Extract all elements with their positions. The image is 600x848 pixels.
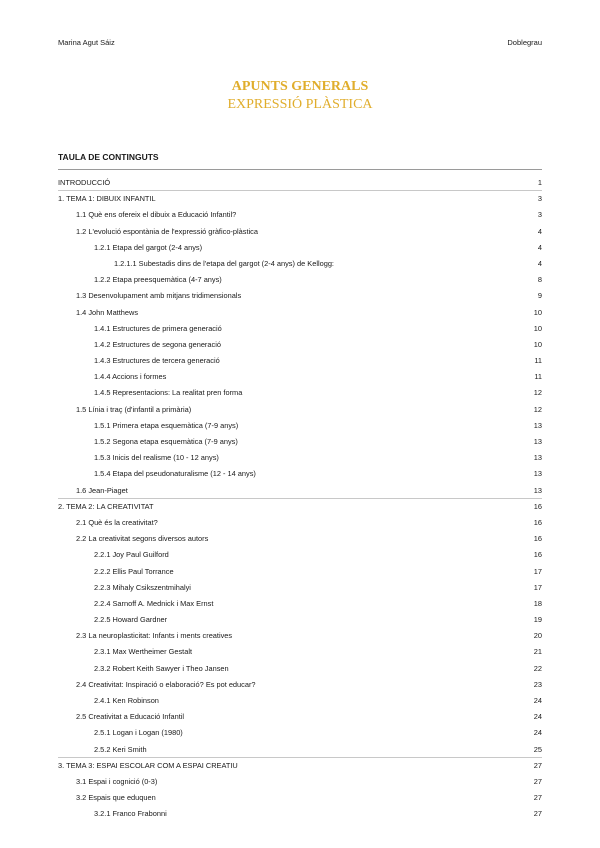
toc-entry-label[interactable]: 2.3 La neuroplasticitat: Infants i ments creatives	[76, 631, 233, 641]
toc-entry-label[interactable]: 2.5 Creativitat a Educació Infantil	[76, 712, 185, 722]
document-subtitle: EXPRESSIÓ PLÀSTICA	[227, 97, 373, 112]
toc-entry-label[interactable]: 1.5.1 Primera etapa esquemàtica (7-9 anys)	[94, 420, 239, 430]
toc-entry-label[interactable]: 2.1 Què és la creativitat?	[76, 517, 158, 527]
toc-entry-page[interactable]: 20	[533, 631, 542, 641]
toc-entry-label[interactable]: 1.4.5 Representacions: La realitat pren forma	[94, 388, 243, 398]
toc-entry[interactable]	[58, 709, 542, 725]
toc-entry-page[interactable]: 16	[533, 550, 542, 560]
toc-entry-label[interactable]: 1.2.1.1 Subestadis dins de l'etapa del gargot (2-4 anys) de Kellogg:	[114, 258, 334, 268]
toc-entry[interactable]	[58, 207, 542, 223]
toc-entry-label[interactable]: 1.2.2 Etapa preesquemàtica (4-7 anys)	[94, 275, 222, 285]
toc-entry[interactable]	[58, 644, 542, 660]
toc-entry[interactable]	[58, 175, 542, 191]
toc-entry-label[interactable]: 3.1 Espai i cognició (0-3)	[76, 776, 158, 786]
toc-divider	[58, 169, 542, 170]
toc-heading: TAULA DE CONTINGUTS	[58, 152, 159, 162]
toc-entry-label[interactable]: 1.2 L'evolució espontània de l'expressió gràfico-plàstica	[76, 226, 258, 236]
toc-entry-page[interactable]: 23	[533, 679, 542, 689]
toc-entry[interactable]	[58, 337, 542, 353]
toc-entry[interactable]	[58, 240, 542, 256]
toc-entry-label[interactable]: 2.2.2 Ellis Paul Torrance	[94, 566, 174, 576]
toc-entry-page[interactable]: 16	[533, 501, 542, 511]
toc-entry-label[interactable]: 3.2 Espais que eduquen	[76, 793, 156, 803]
toc-entry-label[interactable]: 2.2.1 Joy Paul Guilford	[94, 550, 169, 560]
toc-entry-label[interactable]: 1.4.2 Estructures de segona generació	[94, 339, 221, 349]
toc-entry[interactable]	[58, 305, 542, 321]
toc-entry[interactable]	[58, 418, 542, 434]
toc-entry[interactable]	[58, 483, 542, 499]
toc-entry[interactable]	[58, 321, 542, 337]
toc-entry[interactable]	[58, 369, 542, 385]
toc-entry-label[interactable]: 2.2 La creativitat segons diversos autors	[76, 534, 209, 544]
table-of-contents	[58, 175, 542, 823]
toc-entry[interactable]	[58, 499, 542, 515]
toc-entry-page[interactable]: 25	[533, 744, 542, 754]
toc-entry-label[interactable]: INTRODUCCIÓ	[58, 178, 111, 187]
toc-entry[interactable]	[58, 628, 542, 644]
toc-entry-label[interactable]: 2.3.2 Robert Keith Sawyer i Theo Jansen	[94, 663, 229, 673]
toc-entry-label[interactable]: 1.6 Jean-Piaget	[76, 485, 128, 495]
toc-entry-page[interactable]: 3	[537, 210, 542, 220]
toc-entry-page[interactable]: 16	[533, 534, 542, 544]
toc-entry[interactable]	[58, 661, 542, 677]
toc-entry-page[interactable]: 10	[533, 307, 542, 317]
toc-entry-label[interactable]: 2.5.2 Keri Smith	[94, 744, 147, 754]
toc-entry-page[interactable]: 27	[533, 760, 542, 770]
document-title: APUNTS GENERALS	[231, 79, 369, 94]
toc-entry-page[interactable]: 27	[533, 776, 542, 786]
toc-entry-label[interactable]: 1.1 Què ens ofereix el dibuix a Educació Infantil?	[76, 210, 237, 220]
toc-entry[interactable]	[58, 256, 542, 272]
toc-entry-page[interactable]: 9	[537, 291, 542, 301]
toc-entry-label[interactable]: 1. TEMA 1: DIBUIX INFANTIL	[58, 194, 156, 204]
toc-entry[interactable]	[58, 515, 542, 531]
toc-entry-label[interactable]: 2.2.4 Sarnoff A. Mednick i Max Ernst	[94, 598, 214, 608]
toc-entry-page[interactable]: 1	[537, 178, 542, 187]
toc-entry-page[interactable]: 13	[533, 469, 542, 479]
toc-entry[interactable]	[58, 353, 542, 369]
toc-entry-label[interactable]: 1.3 Desenvolupament amb mitjans tridimensionals	[76, 291, 242, 301]
toc-entry[interactable]	[58, 402, 542, 418]
toc-entry-page[interactable]: 10	[533, 339, 542, 349]
toc-entry-label[interactable]: 3.2.1 Franco Frabonni	[94, 809, 167, 819]
toc-entry-page[interactable]: 11	[534, 356, 542, 366]
toc-entry-page[interactable]: 4	[537, 226, 542, 236]
toc-entry[interactable]	[58, 790, 542, 806]
toc-entry-page[interactable]: 18	[533, 598, 542, 608]
toc-entry-label[interactable]: 1.5.4 Etapa del pseudonaturalisme (12 - 14 anys)	[94, 469, 256, 479]
toc-entry[interactable]	[58, 774, 542, 790]
toc-entry[interactable]	[58, 385, 542, 401]
toc-entry-label[interactable]: 3. TEMA 3: ESPAI ESCOLAR COM A ESPAI CREATIU	[58, 760, 238, 770]
toc-entry[interactable]	[58, 547, 542, 563]
toc-entry-page[interactable]: 24	[533, 696, 542, 705]
toc-entry-page[interactable]: 4	[537, 258, 542, 268]
toc-entry[interactable]	[58, 531, 542, 547]
toc-entry[interactable]	[58, 434, 542, 450]
toc-entry[interactable]	[58, 742, 542, 758]
toc-entry[interactable]	[58, 693, 542, 709]
toc-entry-page[interactable]: 24	[533, 728, 542, 738]
toc-entry-page[interactable]: 13	[533, 437, 542, 446]
toc-entry-page[interactable]: 12	[533, 388, 542, 398]
toc-entry-label[interactable]: 2.5.1 Logan i Logan (1980)	[94, 728, 183, 738]
toc-entry-label[interactable]: 2.2.3 Mihaly Csikszentmihalyi	[94, 582, 191, 592]
toc-entry[interactable]	[58, 596, 542, 612]
toc-entry-page[interactable]: 22	[533, 663, 542, 673]
toc-entry-page[interactable]: 19	[533, 615, 542, 625]
toc-entry[interactable]	[58, 466, 542, 482]
toc-entry-label[interactable]: 1.2.1 Etapa del gargot (2-4 anys)	[94, 242, 203, 252]
toc-entry-label[interactable]: 2.3.1 Max Wertheimer Gestalt	[94, 647, 193, 657]
toc-entry-page[interactable]: 13	[533, 485, 542, 495]
toc-entry-page[interactable]: 8	[537, 275, 542, 285]
toc-entry-page[interactable]: 27	[533, 793, 542, 803]
toc-entry-label[interactable]: 1.5.2 Segona etapa esquemàtica (7-9 anys)	[94, 437, 238, 446]
toc-entry[interactable]	[58, 612, 542, 628]
toc-entry-label[interactable]: 1.4.1 Estructures de primera generació	[94, 323, 222, 333]
toc-entry-label[interactable]: 2. TEMA 2: LA CREATIVITAT	[58, 501, 154, 511]
toc-entry-label[interactable]: 2.4 Creativitat: Inspiració o elaboració? Es pot educar?	[76, 679, 256, 689]
toc-entry-page[interactable]: 24	[533, 712, 542, 722]
toc-entry-label[interactable]: 1.4 John Matthews	[76, 307, 139, 317]
toc-entry[interactable]	[58, 224, 542, 240]
header-author: Marina Agut Sáiz	[58, 38, 115, 47]
toc-entry-page[interactable]: 3	[537, 194, 542, 204]
toc-entry[interactable]	[58, 758, 542, 774]
toc-entry-label[interactable]: 1.5 Línia i traç (d'infantil a primària)	[76, 404, 192, 414]
toc-entry-page[interactable]: 27	[533, 809, 542, 819]
toc-entry-page[interactable]: 13	[533, 453, 542, 463]
toc-entry[interactable]	[58, 272, 542, 288]
toc-entry-label[interactable]: 2.2.5 Howard Gardner	[94, 615, 168, 625]
toc-entry-page[interactable]: 12	[533, 404, 542, 414]
toc-entry[interactable]	[58, 725, 542, 741]
toc-entry-page[interactable]: 4	[537, 242, 542, 252]
toc-entry-page[interactable]: 17	[533, 582, 542, 592]
toc-entry-label[interactable]: 1.5.3 Inicis del realisme (10 - 12 anys)	[94, 453, 219, 463]
toc-entry-page[interactable]: 10	[533, 323, 542, 333]
toc-entry[interactable]	[58, 806, 542, 822]
toc-entry[interactable]	[58, 677, 542, 693]
toc-entry-page[interactable]: 11	[534, 372, 542, 382]
toc-entry-label[interactable]: 1.4.3 Estructures de tercera generació	[94, 356, 220, 366]
toc-entry-page[interactable]: 13	[533, 420, 542, 430]
toc-entry-page[interactable]: 17	[533, 566, 542, 576]
toc-entry[interactable]	[58, 450, 542, 466]
toc-entry-page[interactable]: 21	[533, 647, 542, 657]
toc-entry[interactable]	[58, 191, 542, 207]
toc-entry-label[interactable]: 2.4.1 Ken Robinson	[94, 696, 159, 705]
toc-entry[interactable]	[58, 580, 542, 596]
toc-entry[interactable]	[58, 564, 542, 580]
header-site: Doblegrau	[507, 38, 542, 47]
toc-entry[interactable]	[58, 288, 542, 304]
toc-entry-label[interactable]: 1.4.4 Accions i formes	[94, 372, 167, 382]
toc-entry-page[interactable]: 16	[533, 517, 542, 527]
